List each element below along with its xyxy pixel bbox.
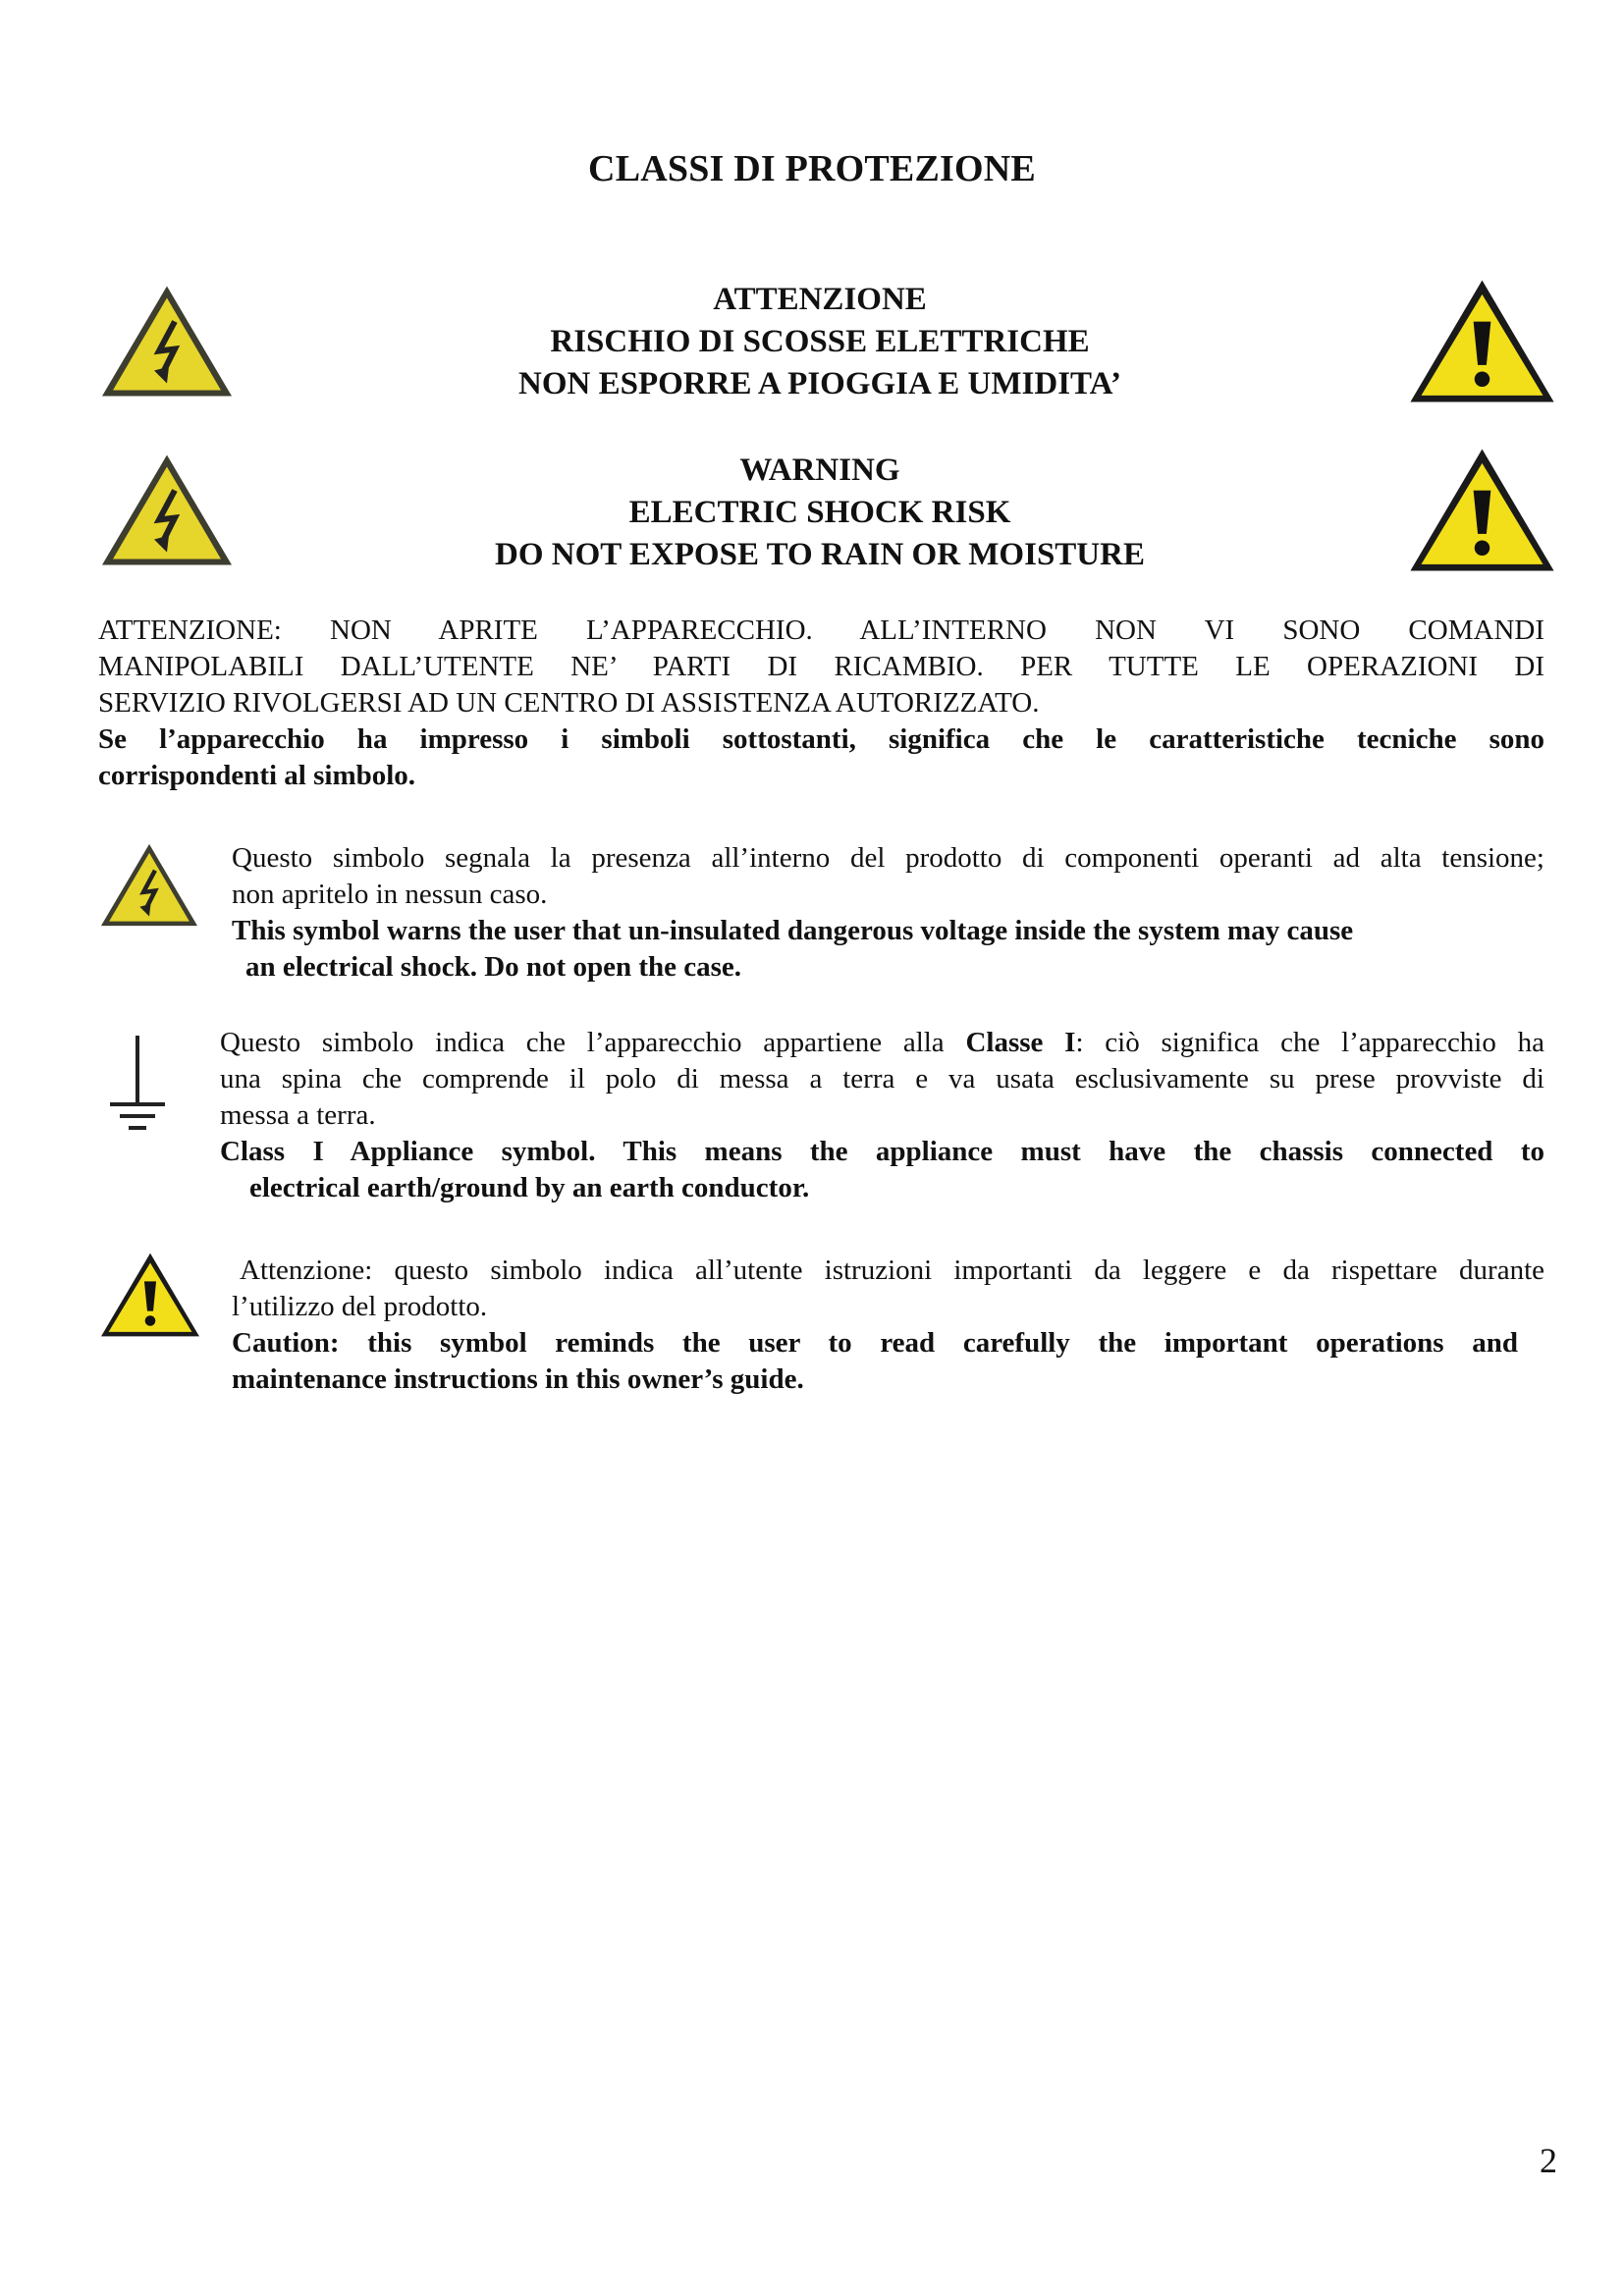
earth-ground-icon xyxy=(98,1026,177,1144)
voltage-it-line2: non apritelo in nessun caso. xyxy=(232,879,548,910)
notice-line1: ATTENZIONE: NON APRITE L’APPARECCHIO. ALL’INTERNO NON VI SONO COMANDI xyxy=(98,614,1544,646)
warning-italian xyxy=(236,279,1404,405)
caution-exclamation-icon xyxy=(1406,275,1558,407)
class1-en-line1: Class I Appliance symbol. This means the appliance must have the chassis connected to xyxy=(220,1136,1544,1167)
class1-en-line2: electrical earth/ground by an earth conductor. xyxy=(249,1172,810,1203)
voltage-symbol-description xyxy=(232,840,1544,986)
caution-it-line2: l’utilizzo del prodotto. xyxy=(232,1291,488,1322)
page-title: CLASSI DI PROTEZIONE xyxy=(588,148,1036,189)
voltage-en-line1: This symbol warns the user that un-insulated dangerous voltage inside the system may cause xyxy=(232,915,1354,946)
high-voltage-warning-icon xyxy=(98,449,236,571)
caution-it-line1: Attenzione: questo simbolo indica all’utente istruzioni importanti da leggere e da rispettare durante xyxy=(240,1255,1544,1286)
warning-italian-line3: NON ESPORRE A PIOGGIA E UMIDITA’ xyxy=(518,366,1121,401)
service-notice xyxy=(98,613,1544,794)
high-voltage-warning-icon xyxy=(98,280,236,402)
class1-it-line1 xyxy=(220,1025,1544,1061)
class1-symbol-description xyxy=(220,1025,1544,1206)
class1-it-line2: una spina che comprende il polo di messa a terra e va usata esclusivamente su prese provviste di xyxy=(220,1063,1544,1095)
warning-italian-line1: ATTENZIONE xyxy=(713,282,927,317)
warning-english-line1: WARNING xyxy=(739,453,900,488)
notice-bold-line2: corrispondenti al simbolo. xyxy=(98,760,416,791)
voltage-en-line2: an electrical shock. Do not open the case. xyxy=(245,951,742,983)
class1-it-line1-part1: Questo simbolo indica che l’apparecchio appartiene alla xyxy=(220,1027,966,1058)
warning-english xyxy=(236,450,1404,576)
caution-en-line1: Caution: this symbol reminds the user to read carefully the important operations and xyxy=(232,1327,1518,1359)
caution-symbol-description xyxy=(232,1253,1544,1398)
caution-exclamation-icon xyxy=(98,1249,202,1341)
class1-it-line1-part3: : ciò significa che l’apparecchio ha xyxy=(1075,1027,1545,1058)
voltage-it-line1: Questo simbolo segnala la presenza all’interno del prodotto di componenti operanti ad alta tensione; xyxy=(232,842,1544,874)
notice-line2: MANIPOLABILI DALL’UTENTE NE’ PARTI DI RICAMBIO. PER TUTTE LE OPERAZIONI DI xyxy=(98,651,1544,682)
warning-english-line2: ELECTRIC SHOCK RISK xyxy=(628,495,1011,530)
page-number: 2 xyxy=(1540,2141,1557,2180)
notice-line3: SERVIZIO RIVOLGERSI AD UN CENTRO DI ASSISTENZA AUTORIZZATO. xyxy=(98,687,1040,719)
caution-en-line2: maintenance instructions in this owner’s guide. xyxy=(232,1363,804,1395)
high-voltage-warning-icon xyxy=(98,839,200,931)
warning-english-line3: DO NOT EXPOSE TO RAIN OR MOISTURE xyxy=(495,537,1145,572)
class1-it-line1-bold: Classe I xyxy=(965,1027,1076,1058)
class1-it-line3: messa a terra. xyxy=(220,1099,376,1131)
notice-bold-line1: Se l’apparecchio ha impresso i simboli sottostanti, significa che le caratteristiche tecniche sono xyxy=(98,723,1544,755)
warning-italian-line2: RISCHIO DI SCOSSE ELETTRICHE xyxy=(550,324,1090,359)
caution-exclamation-icon xyxy=(1406,444,1558,576)
